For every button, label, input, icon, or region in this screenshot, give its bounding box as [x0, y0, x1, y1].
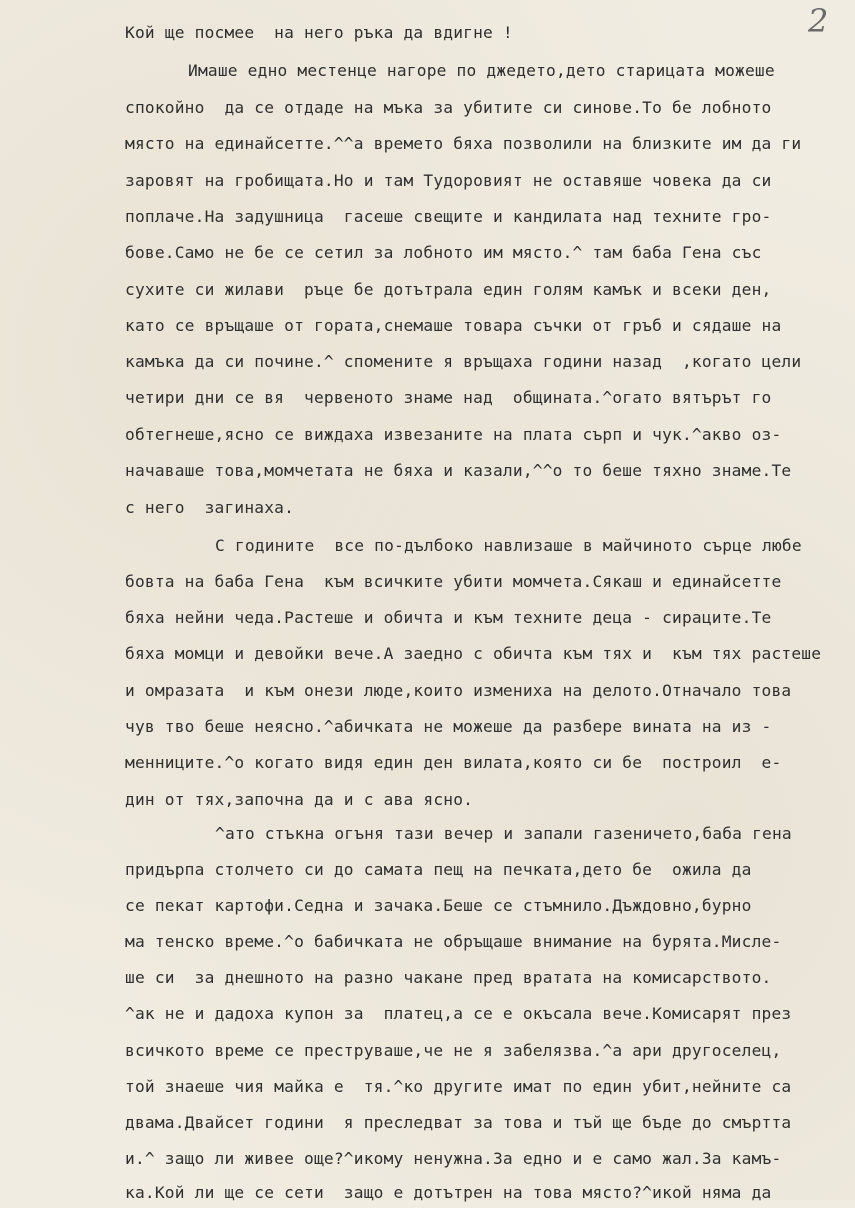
- page-number: 2: [808, 2, 829, 40]
- text-line: ка.Кой ли ще се сети защо е дотътрен на това място?^икой няма да: [125, 1183, 772, 1202]
- text-line: се пекат картофи.Седна и зачака.Беше се стъмнило.Дъждовно,бурно: [125, 896, 752, 915]
- text-line: всичкото време се преструваше,че не я забелязва.^а ари другоселец,: [125, 1041, 782, 1060]
- text-line: начаваше това,момчетата не бяха и казали,^^о то беше тяхно знаме.Те: [125, 461, 792, 480]
- text-line: четири дни се вя червеното знаме над общината.^огато вятърът го: [125, 388, 772, 407]
- text-line: той знаеше чия майка е тя.^ко другите имат по един убит,нейните са: [125, 1077, 792, 1096]
- text-line: двама.Двайсет години я преследват за това и тъй ще бъде до смъртта: [125, 1113, 792, 1132]
- text-line: обтегнеше,ясно се виждаха извезаните на плата сърп и чук.^акво оз-: [125, 425, 782, 444]
- text-line: ма тенско време.^о бабичката не обръщаше внимание на бурята.Мисле-: [125, 932, 782, 951]
- text-line: сухите си жилави ръце бе дотътрала един голям камък и всеки ден,: [125, 280, 772, 299]
- text-line: дин от тях,започна да и с ава ясно.: [125, 790, 474, 809]
- text-line: С годините все по-дълбоко навлизаше в майчиното сърце любе: [215, 536, 802, 555]
- text-line: заровят на гробищата.Но и там Тудоровият не оставяше човека да си: [125, 171, 772, 190]
- text-line: като се връщаше от гората,снемаше товара съчки от гръб и сядаше на: [125, 316, 782, 335]
- text-line: спокойно да се отдаде на мъка за убитите си синове.То бе лобното: [125, 98, 772, 117]
- text-line: ^ак не и дадоха купон за платец,а се е окъсала вече.Комисарят през: [125, 1004, 792, 1023]
- text-line: ше си за днешното на разно чакане пред вратата на комисарството.: [125, 968, 772, 987]
- text-line: придърпа столчето си до самата пещ на печката,дето бе ожила да: [125, 860, 752, 879]
- text-line: Имаше едно местенце нагоре по джедето,дето старицата можеше: [188, 61, 775, 80]
- text-line: и.^ защо ли живее още?^икому ненужна.За едно и е само жал.За камъ-: [125, 1149, 782, 1168]
- text-line: чув тво беше неясно.^абичката не можеше да разбере вината на из -: [125, 717, 772, 736]
- text-line: място на единайсетте.^^а времето бяха позволили на близките им да ги: [125, 134, 802, 153]
- text-line: бове.Само не бе се сетил за лобното им място.^ там баба Гена със: [125, 243, 762, 262]
- text-line: ^ато стъкна огъня тази вечер и запали газеничето,баба гена: [215, 824, 792, 843]
- text-line: менниците.^о когато видя един ден вилата,която си бе построил е-: [125, 753, 782, 772]
- text-line: поплаче.На задушница гасеше свещите и кандилата над техните гро-: [125, 207, 772, 226]
- text-line: Кой ще посмее на него ръка да вдигне !: [125, 23, 513, 42]
- text-line: и омразата и към онези люде,които измениха на делото.Отначало това: [125, 681, 792, 700]
- text-line: бяха нейни чеда.Растеше и обичта и към техните деца - сираците.Те: [125, 608, 772, 627]
- text-line: бяха момци и девойки вече.А заедно с обичта към тях и към тях растеше: [125, 644, 822, 663]
- text-line: бовта на баба Гена към всичките убити момчета.Сякаш и единайсетте: [125, 572, 782, 591]
- text-line: камъка да си почине.^ спомените я връщаха години назад ,когато цели: [125, 352, 802, 371]
- text-line: с него загинаха.: [125, 498, 295, 517]
